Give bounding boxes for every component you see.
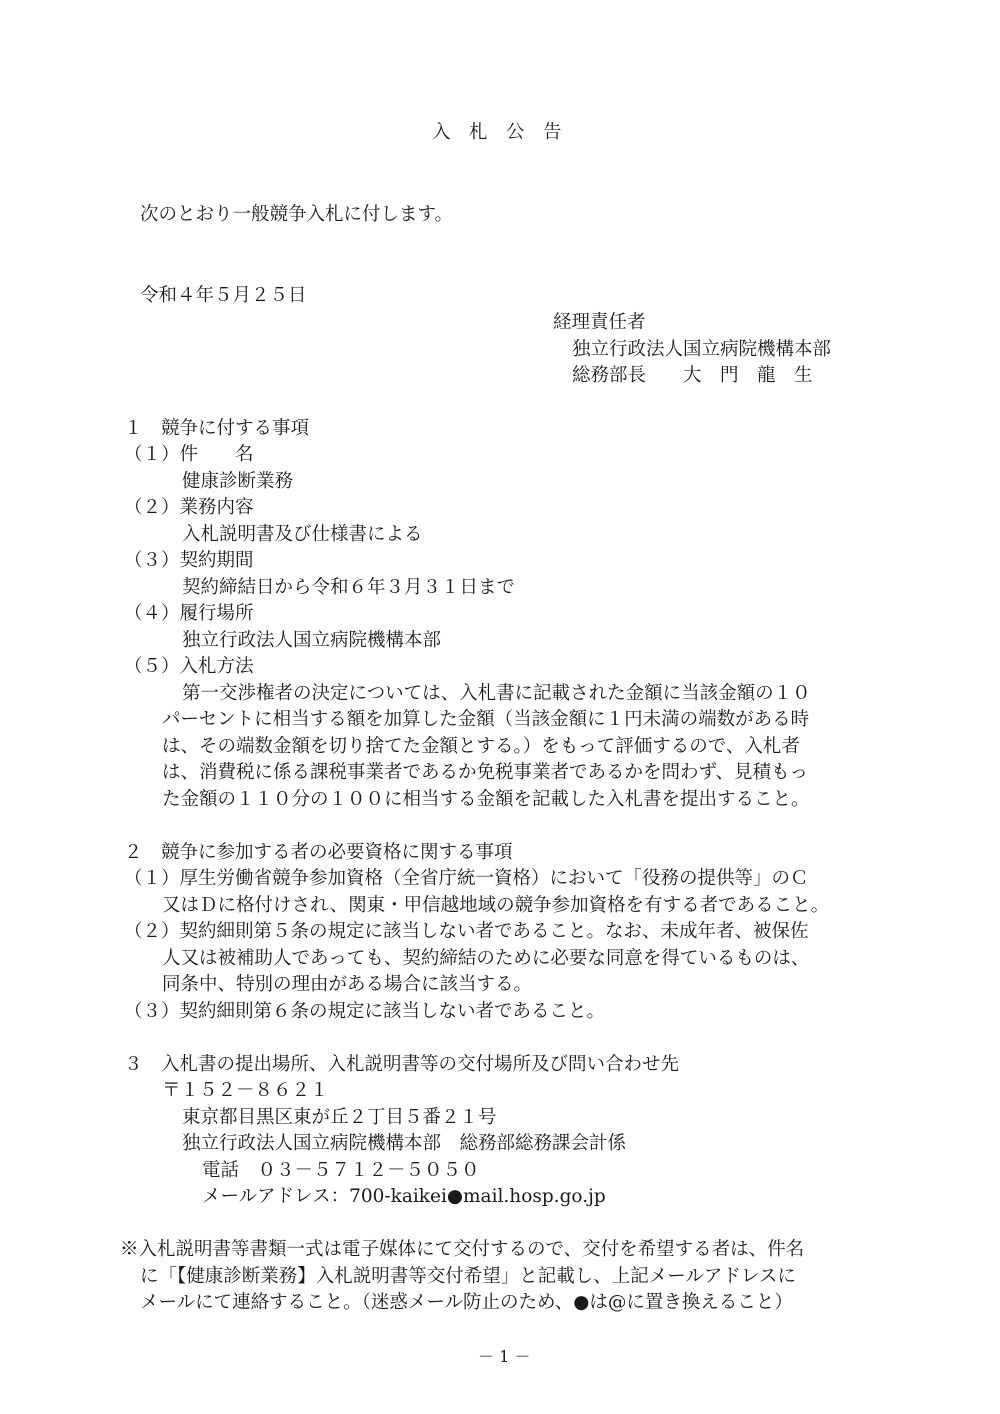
section1-item5-line: は、その端数金額を切り捨てた金額とする。）をもって評価するので、入札者: [162, 736, 800, 757]
section1-item4-label: （４）履行場所: [124, 603, 254, 624]
section1-item4-value: 独立行政法人国立病院機構本部: [182, 630, 442, 651]
section1-item5-line: た金額の１１０分の１００に相当する金額を記載した入札書を提出すること。: [162, 789, 810, 810]
issuer-role: 経理責任者: [553, 312, 646, 333]
intro-text: 次のとおり一般競争入札に付します。: [140, 204, 454, 225]
issue-date: 令和４年５月２５日: [140, 285, 307, 306]
section1-item1-value: 健康診断業務: [182, 471, 294, 492]
section1-item3-label: （３）契約期間: [124, 550, 254, 571]
page-number: － 1 －: [478, 1347, 531, 1366]
document-title: 入 札 公 告: [432, 122, 562, 143]
section1-item5-line: 第一交渉権者の決定については、入札書に記載された金額に当該金額の１０: [182, 683, 811, 704]
address: 東京都目黒区東が丘２丁目５番２１号: [182, 1107, 497, 1128]
section2-item1-line: （１）厚生労働省競争参加資格（全省庁統一資格）において「役務の提供等」のＣ: [124, 868, 809, 889]
section2-item1-line: 又はＤに格付けされ、関東・甲信越地域の競争参加資格を有する者であること。: [162, 895, 830, 916]
section1-item2-value: 入札説明書及び仕様書による: [182, 524, 423, 545]
issuer-person: 総務部長 大 門 龍 生: [572, 365, 813, 386]
note-line: メールにて連絡すること。（迷惑メール防止のため、●は@に置き換えること）: [140, 1292, 793, 1313]
section2-item2-line: 人又は被補助人であっても、契約締結のために必要な同意を得ているものは、: [162, 948, 810, 969]
note-line: ※入札説明書等書類一式は電子媒体にて交付するので、交付を希望する者は、件名: [120, 1239, 805, 1260]
section1-item1-label: （１）件 名: [124, 444, 254, 465]
section1-heading: １ 競争に付する事項: [124, 418, 310, 439]
section1-item3-value: 契約締結日から令和６年３月３１日まで: [182, 577, 516, 598]
note-line: に「【健康診断業務】入札説明書等交付希望」と記載し、上記メールアドレスに: [140, 1266, 796, 1287]
section3-heading: ３ 入札書の提出場所、入札説明書等の交付場所及び問い合わせ先: [124, 1054, 680, 1075]
issuer-org: 独立行政法人国立病院機構本部: [572, 339, 832, 360]
section2-item2-line: 同条中、特別の理由がある場合に該当する。: [162, 974, 533, 995]
department: 独立行政法人国立病院機構本部 総務部総務課会計係: [182, 1133, 627, 1154]
section1-item2-label: （２）業務内容: [124, 497, 254, 518]
section2-heading: ２ 競争に参加する者の必要資格に関する事項: [124, 842, 513, 863]
postal-code: 〒１５２－８６２１: [162, 1080, 329, 1101]
section2-item3: （３）契約細則第６条の規定に該当しない者であること。: [124, 1001, 606, 1022]
phone: 電話 ０３－５７１２－５０５０: [202, 1160, 480, 1181]
section2-item2-line: （２）契約細則第５条の規定に該当しない者であること。なお、未成年者、被保佐: [124, 921, 809, 942]
section1-item5-line: パーセントに相当する額を加算した金額（当該金額に１円未満の端数がある時: [162, 709, 810, 730]
email: メールアドレス：700-kaikei●mail.hosp.go.jp: [202, 1186, 606, 1207]
section1-item5-label: （５）入札方法: [124, 656, 254, 677]
section1-item5-line: は、消費税に係る課税事業者であるか免税事業者であるかを問わず、見積もっ: [162, 762, 809, 783]
